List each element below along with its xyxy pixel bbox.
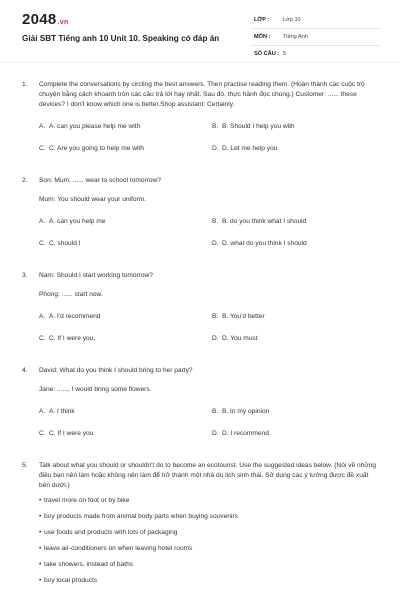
option-a[interactable]	[39, 312, 100, 322]
question-text: David: What do you think I should bring to her party?	[39, 367, 193, 374]
option-letter: D.	[212, 335, 219, 342]
option-letter: D.	[212, 145, 219, 152]
meta-value: Tiếng Anh	[283, 34, 308, 40]
meta-key: SỐ CÂU :	[254, 51, 280, 57]
options-row	[39, 122, 378, 144]
question-3	[22, 271, 378, 356]
option-text: B. Should I help you with	[222, 123, 295, 130]
list-item-text: buy local products	[44, 577, 98, 584]
option-b[interactable]	[212, 217, 306, 227]
option-letter: D.	[212, 240, 219, 247]
question-4	[22, 366, 378, 451]
option-d[interactable]	[212, 334, 258, 344]
option-b[interactable]	[212, 312, 265, 322]
options	[39, 122, 378, 166]
option-a[interactable]	[39, 407, 75, 417]
option-text: C. If I were you,	[49, 335, 96, 342]
meta-row-subject	[250, 29, 380, 46]
question-text: Jane: ......, I would bring some flowers.	[39, 386, 152, 393]
logo-text: 2048	[22, 11, 57, 28]
list-item	[39, 573, 378, 589]
options-row	[39, 312, 378, 334]
option-letter: A.	[39, 218, 46, 225]
bullet-icon: •	[39, 529, 42, 536]
meta-table	[250, 12, 380, 63]
question-text: Talk about what you should or shouldn't do to become an ecotourist. Use the suggested ideas below. (Nói về những điều bạn nên làm hoặc không nên làm để trở thành một nhà du lịch sinh thái. Sử dụng các ý tưởng được đề xuất bên dưới.)	[39, 462, 377, 489]
options	[39, 217, 378, 261]
option-c[interactable]	[39, 144, 144, 154]
option-a[interactable]	[39, 217, 105, 227]
list-item	[39, 525, 378, 541]
option-text: A. can you help me	[49, 218, 106, 225]
option-text: B. In my opinion	[222, 408, 270, 415]
option-c[interactable]	[39, 429, 93, 439]
meta-row-class	[250, 12, 380, 29]
option-letter: C.	[39, 430, 46, 437]
list-item-text: leave air-conditioners on when leaving hotel rooms	[44, 545, 193, 552]
option-letter: B.	[212, 313, 219, 320]
header	[0, 0, 400, 64]
question-number: 1.	[22, 81, 28, 88]
document-title: Giải SBT Tiếng anh 10 Unit 10. Speaking có đáp án	[22, 34, 220, 43]
options	[39, 312, 378, 356]
option-letter: A.	[39, 123, 46, 130]
list-item-text: take showers, instead of baths	[44, 561, 134, 568]
suggestion-list	[39, 493, 378, 589]
option-d[interactable]	[212, 144, 277, 154]
question-text: Phong: ...... start now.	[39, 291, 103, 298]
question-2	[22, 176, 378, 261]
option-text: B. do you think what I should	[222, 218, 307, 225]
options	[39, 407, 378, 451]
option-letter: A.	[39, 313, 46, 320]
option-c[interactable]	[39, 239, 81, 249]
option-text: B. You'd better	[222, 313, 265, 320]
options-row	[39, 217, 378, 239]
option-text: C. If I were you	[49, 430, 94, 437]
spacer	[22, 166, 378, 176]
meta-key: MÔN :	[254, 34, 271, 40]
question-1	[22, 80, 378, 166]
meta-value: Lớp 10	[283, 17, 301, 23]
option-letter: A.	[39, 408, 46, 415]
option-text: D. You must	[222, 335, 258, 342]
logo-suffix: .vn	[57, 19, 69, 26]
list-item	[39, 509, 378, 525]
bullet-icon: •	[39, 577, 42, 584]
option-text: D. Let me help you	[222, 145, 278, 152]
question-text: Complete the conversations by circling the best answers. Then practise reading them. (Hoàn thành các cuộc trò chuyện bằng cách khoanh tròn các câu trả lời hay nhất. Sau đó, thực hành đọc chúng.) Customer: ...... these devices? I don't know which one is better.Shop assistant: Certainly.	[39, 81, 365, 108]
options-row	[39, 407, 378, 429]
option-text: D. I recommend	[222, 430, 269, 437]
option-letter: B.	[212, 218, 219, 225]
spacer	[22, 356, 378, 366]
question-5	[22, 461, 378, 589]
options-row	[39, 334, 378, 356]
header-divider	[0, 62, 400, 63]
list-item-text: travel more on foot or by bike	[44, 497, 130, 504]
list-item-text: buy products made from animal body parts when buying souvenirs	[44, 513, 238, 520]
option-text: D. what do you think I should	[222, 240, 307, 247]
option-letter: C.	[39, 145, 46, 152]
list-item	[39, 557, 378, 573]
question-number: 4.	[22, 367, 28, 374]
bullet-icon: •	[39, 497, 42, 504]
option-letter: C.	[39, 240, 46, 247]
spacer	[22, 261, 378, 271]
question-text: Mum: You should wear your uniform.	[39, 196, 147, 203]
option-text: C. Are you going to help me with	[49, 145, 144, 152]
option-text: A. I'd recommend	[49, 313, 101, 320]
meta-key: LỚP :	[254, 17, 270, 23]
option-b[interactable]	[212, 122, 295, 132]
option-letter: B.	[212, 123, 219, 130]
option-text: A. I think	[49, 408, 75, 415]
option-text: A. can you please help me with	[49, 123, 141, 130]
question-text: Nam: Should I start working tomorrow?	[39, 272, 153, 279]
list-item	[39, 493, 378, 509]
bullet-icon: •	[39, 513, 42, 520]
meta-value: 5	[283, 51, 287, 57]
option-letter: B.	[212, 408, 219, 415]
option-letter: D.	[212, 430, 219, 437]
list-item	[39, 541, 378, 557]
option-c[interactable]	[39, 334, 95, 344]
option-text: C. should I	[49, 240, 81, 247]
question-number: 2.	[22, 177, 28, 184]
question-list	[22, 80, 378, 589]
option-b[interactable]	[212, 407, 269, 417]
option-d[interactable]	[212, 429, 269, 439]
site-logo[interactable]	[22, 11, 69, 28]
options-row	[39, 429, 378, 451]
option-letter: C.	[39, 335, 46, 342]
question-number: 5.	[22, 462, 28, 469]
bullet-icon: •	[39, 545, 42, 552]
spacer	[22, 451, 378, 461]
meta-row-count	[250, 46, 380, 63]
question-number: 3.	[22, 272, 28, 279]
options-row	[39, 144, 378, 166]
list-item-text: use foods and products with lots of packaging	[44, 529, 178, 536]
option-d[interactable]	[212, 239, 307, 249]
option-a[interactable]	[39, 122, 140, 132]
question-text: Son: Mum, ...... wear to school tomorrow?	[39, 177, 162, 184]
bullet-icon: •	[39, 561, 42, 568]
options-row	[39, 239, 378, 261]
